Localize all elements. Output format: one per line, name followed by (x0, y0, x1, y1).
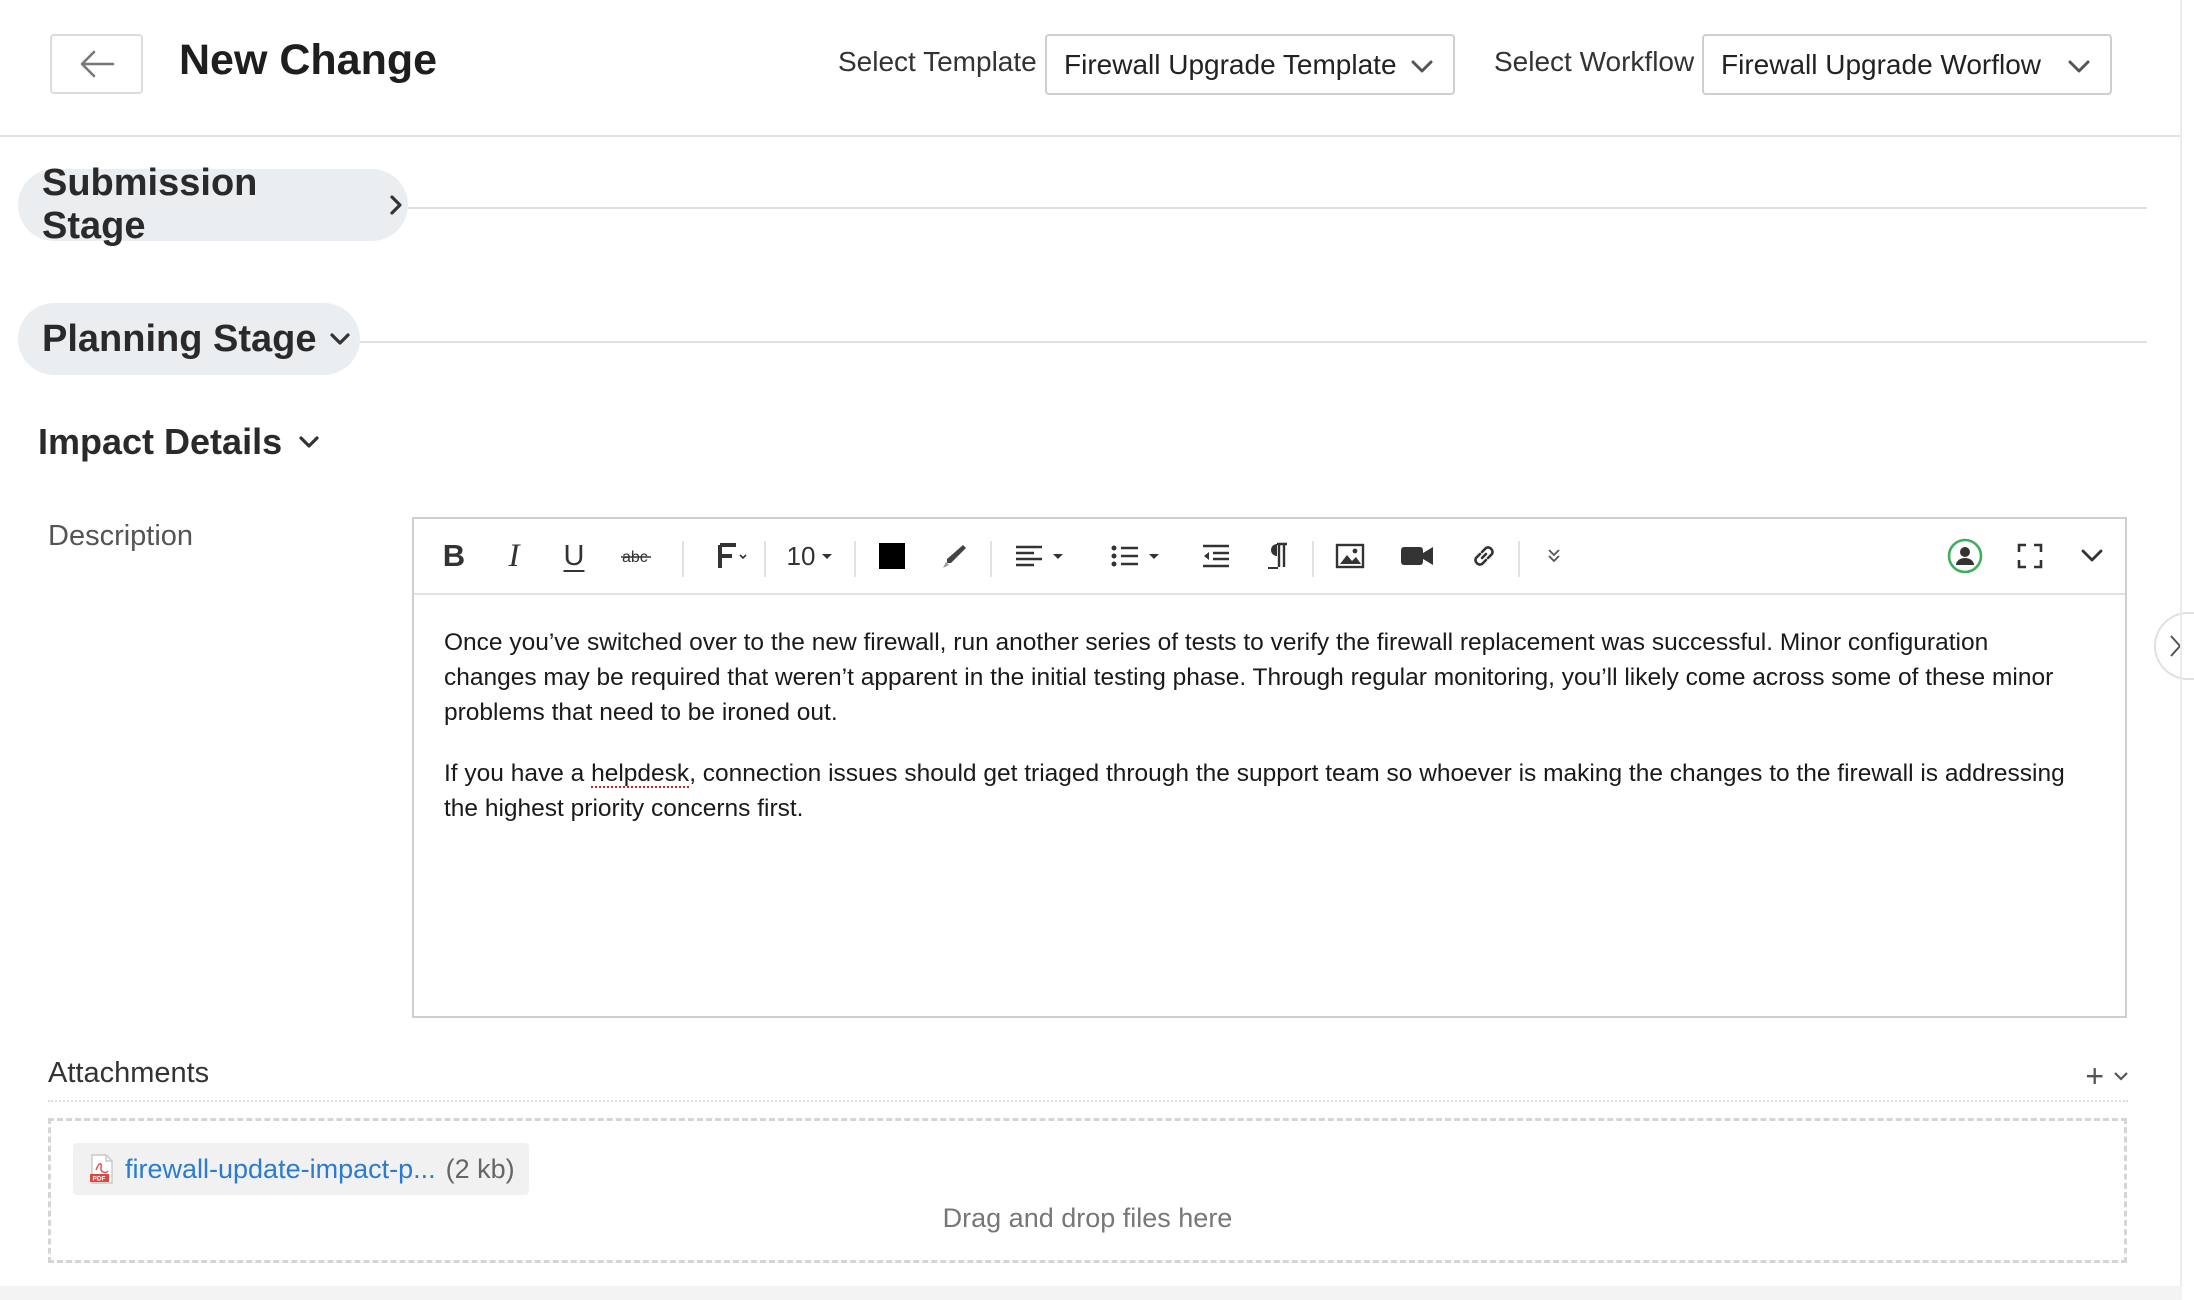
pdf-file-icon (89, 1154, 115, 1184)
plus-icon: + (2085, 1058, 2104, 1094)
bulleted-list-icon (1110, 543, 1140, 569)
attachment-chip (73, 1143, 529, 1195)
svg-text:abc: abc (622, 549, 648, 566)
editor-paragraph: Once you’ve switched over to the new firewall, run another series of tests to verify the firewall replacement was successful. Minor configuration changes may be required that weren’t apparent in the initial testing phase. Through regular monitoring, you’ll likely come across some of these minor problems that need to be ironed out. (444, 629, 2054, 726)
misspelled-word[interactable]: helpdesk (591, 760, 690, 787)
double-chevron-down-icon (1544, 546, 1564, 566)
template-select-value: Firewall Upgrade Template (1064, 48, 1397, 80)
file-dropzone[interactable] (48, 1118, 2127, 1263)
submission-stage-label: Submission Stage (42, 162, 258, 247)
impact-details-title: Impact Details (38, 421, 283, 462)
insert-image-button[interactable] (1328, 533, 1372, 579)
insert-link-button[interactable] (1462, 533, 1506, 579)
list-button[interactable] (1102, 533, 1168, 579)
link-icon (1469, 541, 1499, 571)
highlight-color-button[interactable] (934, 533, 974, 579)
chevron-right-icon (384, 191, 408, 219)
insert-video-button[interactable] (1392, 533, 1442, 579)
editor-text: If you have a (444, 760, 592, 787)
fullscreen-icon (2017, 543, 2043, 569)
editor-paragraph (444, 756, 2084, 826)
toolbar-separator (764, 541, 766, 577)
paragraph-format-button[interactable] (1258, 533, 1298, 579)
chevron-down-icon (2112, 1069, 2130, 1083)
submission-stage-toggle[interactable] (18, 162, 408, 247)
strikethrough-button[interactable] (614, 533, 658, 579)
chevron-down-icon (1409, 54, 1435, 78)
font-size-value: 10 (786, 540, 816, 571)
attachment-file-size: (2 kb) (445, 1153, 515, 1184)
strikethrough-icon (621, 543, 651, 569)
caret-down-icon (1148, 551, 1160, 561)
toolbar-separator (682, 541, 684, 577)
attachments-divider (48, 1100, 2128, 1102)
planning-stage-toggle[interactable] (18, 303, 360, 375)
highlighter-icon (939, 541, 969, 571)
image-icon (1335, 542, 1365, 570)
pilcrow-icon (1265, 541, 1291, 571)
bold-icon: B (442, 538, 466, 573)
font-size-select[interactable] (780, 533, 840, 579)
dropzone-hint: Drag and drop files here (942, 1203, 1233, 1233)
toolbar-collapse-button[interactable] (2070, 533, 2114, 579)
font-family-icon (714, 541, 748, 571)
editor-text: , connection issues should get triaged through the support team so whoever is making the changes to the firewall is addressing the highest priority concerns first. (444, 760, 2065, 822)
caret-down-icon (821, 551, 833, 561)
chevron-down-icon (326, 327, 354, 351)
page-header (0, 0, 2182, 137)
chevron-down-icon (2079, 545, 2105, 567)
workflow-select-value: Firewall Upgrade Worflow (1721, 48, 2042, 80)
toolbar-separator (1312, 541, 1314, 577)
toolbar-separator (854, 541, 856, 577)
template-label: Select Template (838, 46, 1037, 77)
attachment-file-link[interactable]: firewall-update-impact-p... (125, 1153, 436, 1184)
stage-divider (360, 341, 2147, 343)
description-editor (412, 517, 2127, 1018)
pdf-badge-text: PDF (92, 1175, 106, 1183)
toolbar-separator (990, 541, 992, 577)
user-circle-icon (1946, 537, 1984, 575)
align-button[interactable] (1006, 533, 1072, 579)
workflow-label: Select Workflow (1494, 46, 1695, 77)
description-label: Description (48, 520, 194, 552)
workflow-select[interactable] (1702, 34, 2112, 95)
chevron-down-icon (2066, 54, 2092, 78)
assign-user-button[interactable] (1942, 533, 1988, 579)
bottom-scroll-area (0, 1286, 2182, 1300)
toolbar-separator (1518, 541, 1520, 577)
editor-content[interactable] (444, 625, 2084, 852)
italic-button[interactable] (494, 533, 534, 579)
align-left-icon (1014, 543, 1044, 569)
font-color-button[interactable] (872, 533, 912, 579)
page-edge (2180, 0, 2182, 1300)
fullscreen-button[interactable] (2008, 533, 2052, 579)
underline-button[interactable] (554, 533, 594, 579)
outdent-icon (1201, 543, 1231, 569)
underline-icon: U (563, 539, 585, 572)
back-button[interactable] (50, 34, 143, 94)
side-panel-toggle[interactable] (2154, 612, 2194, 680)
impact-details-toggle[interactable] (38, 421, 322, 463)
italic-icon: I (508, 537, 520, 574)
more-tools-button[interactable] (1536, 533, 1572, 579)
attachments-label: Attachments (48, 1057, 210, 1089)
chevron-down-icon (296, 431, 322, 453)
stage-divider (408, 207, 2147, 209)
arrow-left-icon (79, 49, 115, 79)
attachments-add-button[interactable] (2085, 1060, 2130, 1092)
font-family-button[interactable] (708, 533, 754, 579)
template-select[interactable] (1045, 34, 1455, 95)
editor-toolbar (414, 519, 2125, 595)
caret-down-icon (1052, 551, 1064, 561)
outdent-button[interactable] (1194, 533, 1238, 579)
planning-stage-label: Planning Stage (42, 317, 317, 360)
page-title: New Change (179, 36, 438, 84)
font-color-swatch-icon (879, 543, 905, 569)
bold-button[interactable] (434, 533, 474, 579)
video-camera-icon (1399, 543, 1435, 569)
